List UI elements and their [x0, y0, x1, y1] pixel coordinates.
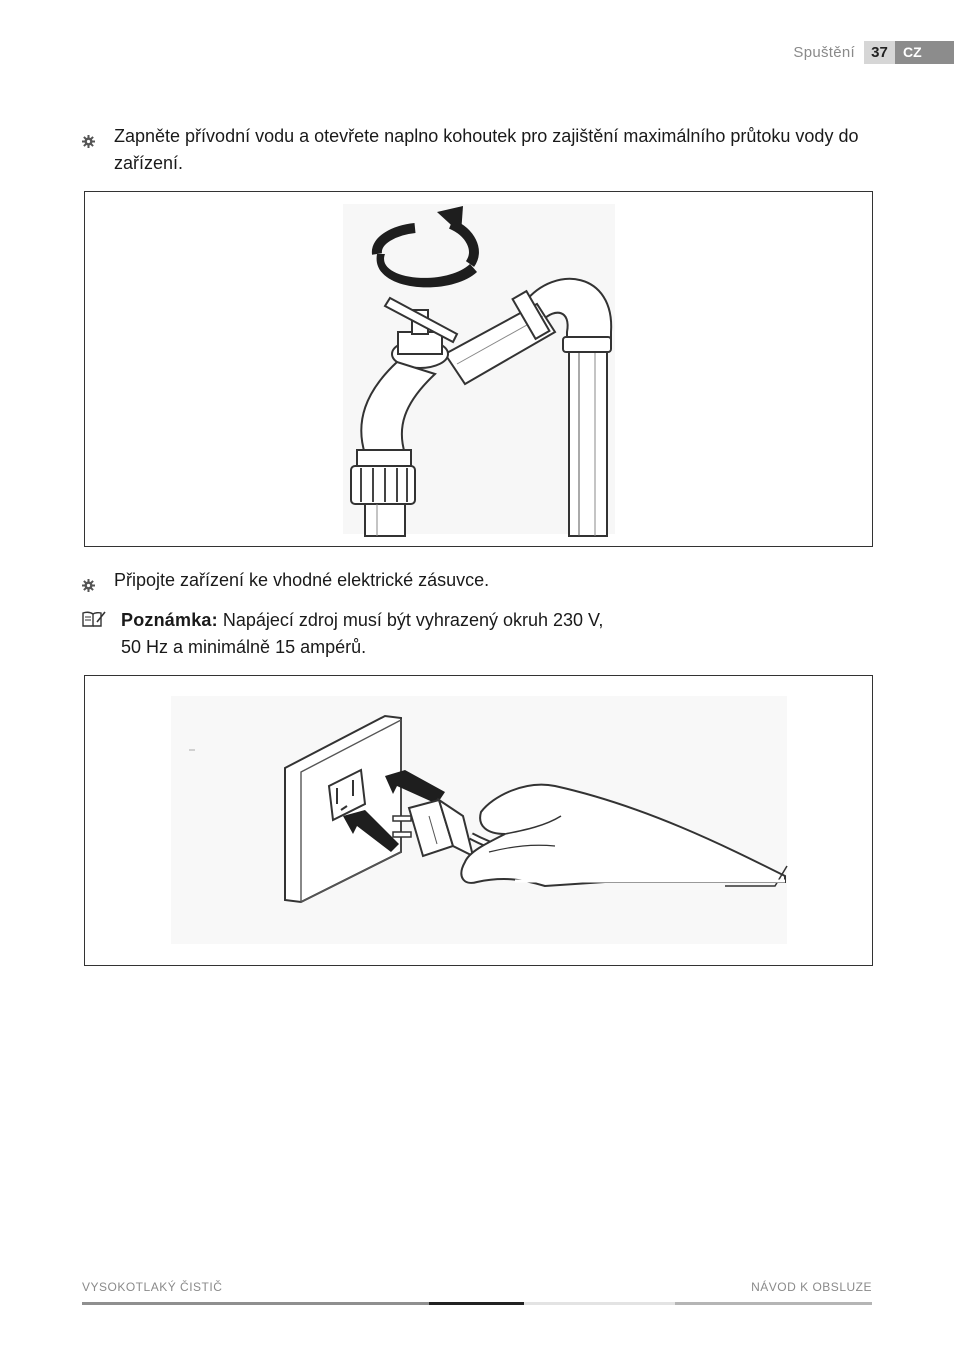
page-header: [793, 41, 954, 64]
footer-bar-segment: [429, 1302, 524, 1305]
open-book-pencil-icon: [82, 607, 121, 661]
power-plug-illustration: [84, 675, 873, 966]
note-label: Poznámka:: [121, 610, 218, 630]
faucet-illustration: [84, 191, 873, 547]
footer-bar: [82, 1302, 872, 1305]
instruction-bullet-1: [82, 123, 882, 177]
instruction-bullet-2: [82, 567, 882, 600]
footer-manual-title: NÁVOD K OBSLUZE: [751, 1280, 872, 1294]
instruction-text-1: Zapněte přívodní vodu a otevřete naplno kohoutek pro zajištění maximálního průtoku vody do zařízení.: [114, 126, 859, 173]
footer-bar-segment: [82, 1302, 429, 1305]
note-text: [121, 607, 603, 661]
footer-product-name: VYSOKOTLAKÝ ČISTIČ: [82, 1280, 223, 1294]
note-line-2: 50 Hz a minimálně 15 ampérů.: [121, 637, 367, 657]
note-line-1: Napájecí zdroj musí být vyhrazený okruh 230 V,: [222, 610, 604, 630]
page-number: 37: [864, 41, 895, 64]
footer-bar-segment: [524, 1302, 675, 1305]
language-tab: CZ: [895, 41, 954, 64]
gear-bullet-icon: [82, 567, 114, 600]
gear-bullet-icon: [82, 123, 114, 177]
note-block: [82, 607, 702, 661]
instruction-text-2: Připojte zařízení ke vhodné elektrické zásuvce.: [114, 570, 490, 590]
footer-bar-segment: [675, 1302, 872, 1305]
section-title: Spuštění: [793, 44, 855, 61]
